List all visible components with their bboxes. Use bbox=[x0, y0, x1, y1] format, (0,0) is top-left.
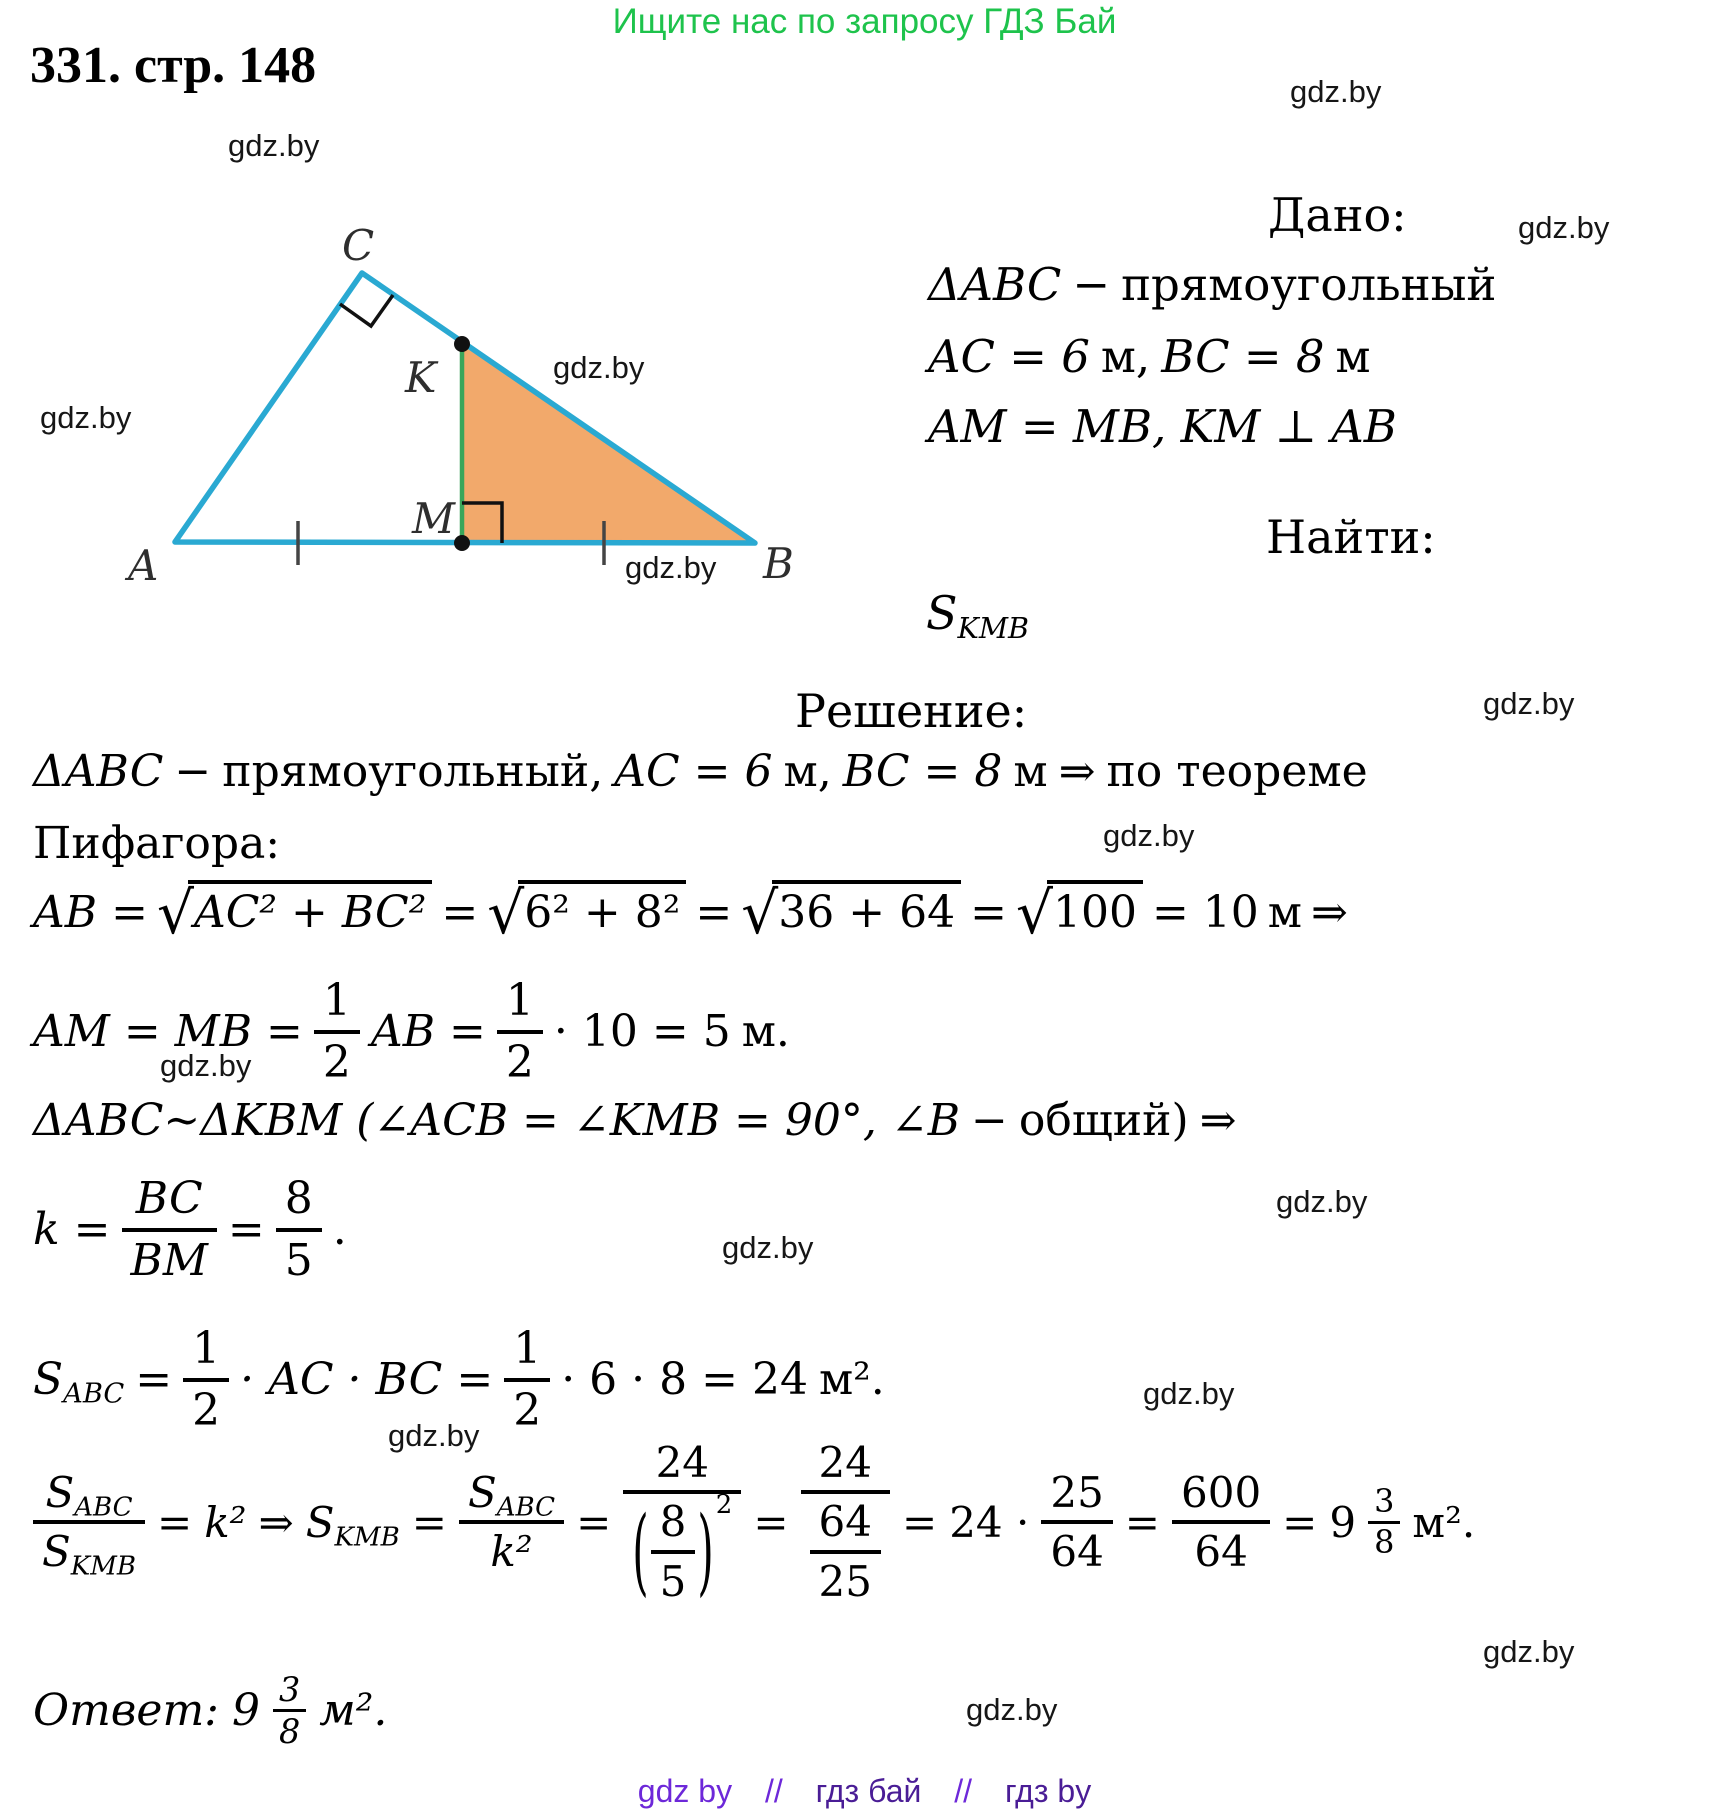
exponent-2: 2 bbox=[715, 1490, 733, 1521]
sqrt-expression: √ 36 + 64 bbox=[741, 880, 961, 938]
fraction-24-over-64-25: $\frac{24}{\frac{64}{25}}$ bbox=[801, 1440, 890, 1604]
period: . bbox=[332, 1204, 347, 1256]
equals: = bbox=[970, 887, 1007, 938]
watermark-text: gdz.by bbox=[388, 1418, 480, 1453]
answer-label: Ответ: bbox=[33, 1685, 219, 1737]
right-angle-mark-c bbox=[340, 295, 393, 326]
vertex-label-b: B bbox=[763, 539, 794, 588]
watermark-text: gdz.by bbox=[1483, 1634, 1575, 1669]
unit-token: м bbox=[1013, 746, 1048, 797]
math-token: ΔABC~ΔKBM (∠ACB = ∠KMB = 90°, ∠B bbox=[33, 1095, 961, 1146]
sqrt-expression: √ 6² + 8² bbox=[487, 880, 686, 938]
unit-token: м bbox=[1267, 887, 1303, 938]
vertex-label-a: A bbox=[128, 541, 159, 590]
s-kmb-symbol: $S_{KMB}$ bbox=[926, 586, 1029, 646]
fraction-sabc-k2: $\frac{S_{ABC}}{\text{k²}}$ bbox=[459, 1470, 564, 1575]
solution-line-area-abc bbox=[33, 1325, 885, 1434]
watermark-text: gdz.by bbox=[1143, 1376, 1235, 1411]
vertex-label-m: M bbox=[412, 494, 456, 543]
math-token: · 10 = 5 bbox=[553, 1006, 731, 1058]
equals: = bbox=[1124, 1497, 1160, 1547]
solution-line-area-kmb bbox=[33, 1440, 1475, 1604]
unit-token: м². bbox=[818, 1354, 885, 1406]
text-token: Пифагора: bbox=[33, 818, 281, 869]
math-token: AC = 6 bbox=[614, 746, 773, 797]
math-token: = 10 bbox=[1151, 887, 1259, 938]
math-token: AM = MB, KM ⊥ AB bbox=[928, 400, 1397, 453]
equals: = bbox=[1282, 1497, 1318, 1547]
solution-line-k bbox=[33, 1175, 347, 1284]
equals: = bbox=[411, 1497, 447, 1547]
point-m-dot bbox=[454, 535, 470, 551]
footer-token: гдз бай bbox=[815, 1773, 922, 1809]
big-paren-close: ) bbox=[697, 1495, 714, 1606]
fraction-one-half: $\frac{1}{2}$ bbox=[183, 1325, 229, 1434]
page-title: 331. стр. 148 bbox=[30, 37, 317, 94]
fraction-bc-bm: $\frac{BC}{BM}$ bbox=[122, 1175, 217, 1284]
find-heading: Найти: bbox=[1266, 510, 1436, 564]
triangle-diagram bbox=[55, 205, 825, 615]
fraction-3-8: $\frac{3}{8}$ bbox=[1368, 1486, 1400, 1559]
footer-watermark bbox=[0, 1773, 1729, 1810]
text-token: прямоугольный bbox=[1121, 258, 1497, 311]
vertex-label-c: C bbox=[342, 221, 375, 270]
point-k-dot bbox=[454, 336, 470, 352]
math-token: 24 · bbox=[949, 1497, 1030, 1547]
equals: = bbox=[695, 887, 733, 938]
solution-line-similarity bbox=[33, 1095, 1237, 1146]
fraction-3-8: $\frac{3}{8}$ bbox=[273, 1673, 306, 1749]
sqrt-expression: √ 100 bbox=[1016, 880, 1143, 938]
equals: = bbox=[135, 1354, 173, 1406]
equals: = bbox=[157, 1497, 193, 1547]
sqrt-expression: √ AC² + BC² bbox=[157, 880, 432, 938]
implies-arrow: ⇒ bbox=[258, 1497, 294, 1547]
math-token: · 6 · 8 = 24 bbox=[561, 1354, 808, 1406]
dash: − bbox=[1072, 258, 1111, 311]
implies-arrow: ⇒ bbox=[1311, 887, 1348, 938]
math-token: AB = bbox=[33, 887, 148, 938]
fraction-sabc-skmb: $\frac{S_{ABC}}{S_{KMB}}$ bbox=[33, 1470, 145, 1575]
s-kmb-symbol: $S_{KMB}$ bbox=[305, 1497, 400, 1552]
unit-token: м, bbox=[1100, 330, 1151, 383]
fraction-one-half: $\frac{1}{2}$ bbox=[504, 1325, 550, 1434]
vertex-label-k: K bbox=[405, 353, 437, 402]
footer-separator: // bbox=[954, 1773, 973, 1809]
text-token: общий) bbox=[1018, 1095, 1189, 1146]
watermark-text: gdz.by bbox=[1483, 686, 1575, 721]
footer-separator: // bbox=[764, 1773, 783, 1809]
mixed-number-int: 9 bbox=[1329, 1497, 1357, 1547]
footer-token: gdz by bbox=[637, 1773, 733, 1809]
fraction-one-half: $\frac{1}{2}$ bbox=[497, 977, 543, 1086]
s-abc-symbol: $S_{ABC}$ bbox=[33, 1354, 125, 1410]
solution-line-pythagoras bbox=[33, 818, 280, 869]
fraction-one-half: $\frac{1}{2}$ bbox=[314, 977, 360, 1086]
implies-arrow: ⇒ bbox=[1058, 746, 1096, 797]
math-token: · AC · BC = bbox=[240, 1354, 494, 1406]
math-token: AM = MB = bbox=[33, 1006, 303, 1058]
big-paren-open: ( bbox=[632, 1495, 649, 1606]
watermark-text: gdz.by bbox=[1290, 74, 1382, 109]
math-token: AB = bbox=[370, 1006, 486, 1058]
find-expression bbox=[926, 586, 1029, 646]
unit-token: м, bbox=[783, 746, 832, 797]
math-token: AC = 6 bbox=[928, 330, 1090, 383]
fraction-64-25: $\frac{64}{25}$ bbox=[810, 1499, 881, 1604]
solution-heading: Решение: bbox=[795, 684, 1028, 738]
fraction-24-over-paren: 24 ( $\frac{8}{5}$ ) 2 bbox=[623, 1440, 741, 1604]
fraction-25-64: $\frac{25}{64}$ bbox=[1041, 1470, 1112, 1575]
given-line-2 bbox=[928, 330, 1370, 383]
equals: = bbox=[576, 1497, 612, 1547]
solution-line-am bbox=[33, 977, 790, 1086]
watermark-text: gdz.by bbox=[553, 350, 645, 385]
equals: = bbox=[753, 1497, 789, 1547]
watermark-text: gdz.by bbox=[625, 550, 717, 585]
watermark-text: gdz.by bbox=[40, 400, 132, 435]
equals: = bbox=[227, 1204, 265, 1256]
text-token: по теореме bbox=[1106, 746, 1368, 797]
text-token: прямоугольный, bbox=[222, 746, 604, 797]
mixed-number-int: 9 bbox=[232, 1685, 260, 1737]
watermark-text: gdz.by bbox=[966, 1692, 1058, 1727]
given-heading: Дано: bbox=[1268, 188, 1407, 242]
math-token: k = bbox=[33, 1204, 111, 1256]
watermark-text: gdz.by bbox=[160, 1048, 252, 1083]
math-token: ΔABC bbox=[33, 746, 164, 797]
answer-line bbox=[33, 1670, 388, 1752]
given-line-3 bbox=[928, 400, 1397, 453]
dash: − bbox=[971, 1095, 1008, 1146]
fraction-8-5: $\frac{8}{5}$ bbox=[276, 1175, 322, 1284]
watermark-text: gdz.by bbox=[1276, 1184, 1368, 1219]
solution-line-conditions bbox=[33, 746, 1368, 797]
footer-token: гдз by bbox=[1004, 1773, 1092, 1809]
watermark-text: gdz.by bbox=[1518, 210, 1610, 245]
implies-arrow: ⇒ bbox=[1199, 1095, 1237, 1146]
equals: = bbox=[901, 1497, 938, 1547]
unit-token: м. bbox=[741, 1006, 790, 1058]
fraction-8-5: $\frac{8}{5}$ bbox=[651, 1499, 696, 1604]
watermark-text: gdz.by bbox=[722, 1230, 814, 1265]
equals: = bbox=[441, 887, 479, 938]
math-token: BC = 8 bbox=[842, 746, 1003, 797]
unit-token: м². bbox=[319, 1685, 388, 1737]
promo-banner: Ищите нас по запросу ГДЗ Бай bbox=[612, 2, 1117, 41]
watermark-text: gdz.by bbox=[1103, 818, 1195, 853]
solution-line-ab bbox=[33, 878, 1348, 947]
unit-token: м². bbox=[1412, 1497, 1476, 1547]
math-token: ΔABC bbox=[928, 258, 1062, 311]
dash: − bbox=[174, 746, 212, 797]
unit-token: м bbox=[1335, 330, 1371, 383]
math-token: BC = 8 bbox=[1161, 330, 1325, 383]
given-line-1 bbox=[928, 258, 1496, 311]
fraction-600-64: $\frac{600}{64}$ bbox=[1172, 1470, 1270, 1575]
math-token: k² bbox=[204, 1497, 247, 1547]
watermark-text: gdz.by bbox=[228, 128, 320, 163]
